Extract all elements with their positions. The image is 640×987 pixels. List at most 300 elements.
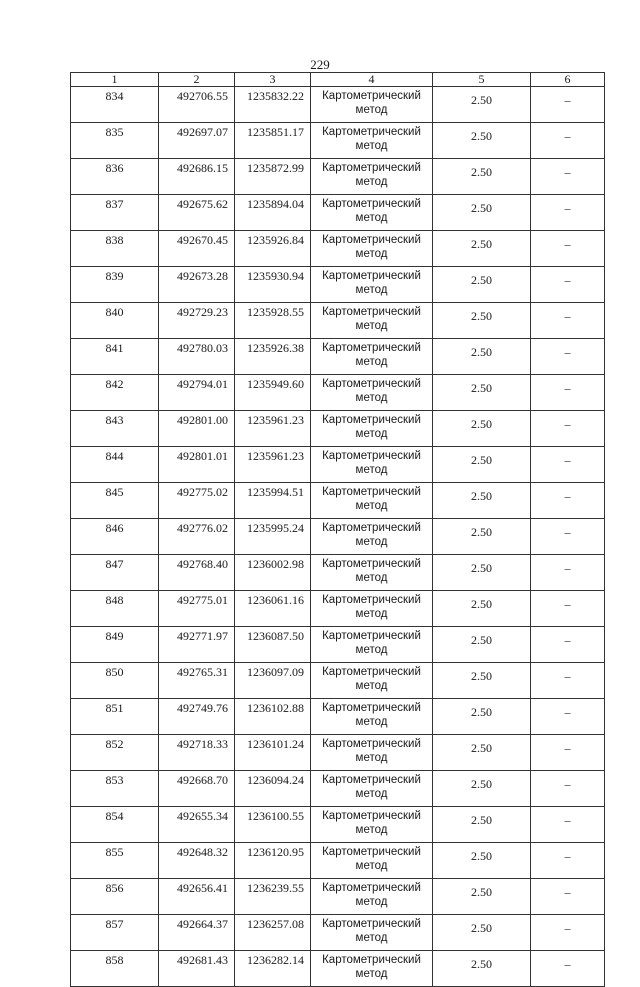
note-cell <box>531 195 605 231</box>
point-number-text: 836 <box>105 161 124 175</box>
method-cell <box>311 375 433 411</box>
y-coordinate-text: 1235994.51 <box>247 485 304 499</box>
note-cell <box>531 627 605 663</box>
accuracy-cell <box>433 447 531 483</box>
point-number-text: 850 <box>105 665 124 679</box>
method-text: Картометрический <box>322 198 421 210</box>
method-text-line2: метод <box>355 464 388 476</box>
x-coordinate-text: 492668.70 <box>177 773 228 787</box>
x-coordinate-text: 492655.34 <box>177 809 228 823</box>
accuracy-cell <box>433 519 531 555</box>
note-text: – <box>564 957 571 971</box>
y-coordinate-cell <box>235 267 311 303</box>
accuracy-text: 2.50 <box>471 201 492 215</box>
table-row <box>71 483 605 519</box>
point-number-cell <box>71 807 159 843</box>
note-cell <box>531 843 605 879</box>
point-number-cell <box>71 915 159 951</box>
accuracy-cell <box>433 483 531 519</box>
y-coordinate-cell <box>235 339 311 375</box>
point-number-cell <box>71 375 159 411</box>
y-coordinate-cell <box>235 735 311 771</box>
table-row <box>71 555 605 591</box>
note-text: – <box>564 777 571 791</box>
method-text: Картометрический <box>322 630 421 642</box>
x-coordinate-text: 492794.01 <box>177 377 228 391</box>
table-row <box>71 411 605 447</box>
method-text: Картометрический <box>322 234 421 246</box>
y-coordinate-cell <box>235 807 311 843</box>
method-text: Картометрический <box>322 954 421 966</box>
table-row <box>71 339 605 375</box>
table-body <box>71 87 605 987</box>
method-cell <box>311 231 433 267</box>
y-coordinate-text: 1235872.99 <box>247 161 304 175</box>
y-coordinate-text: 1236120.95 <box>247 845 304 859</box>
x-coordinate-text: 492749.76 <box>177 701 228 715</box>
point-number-text: 849 <box>105 629 124 643</box>
y-coordinate-cell <box>235 843 311 879</box>
y-coordinate-cell <box>235 303 311 339</box>
table-row <box>71 231 605 267</box>
accuracy-text: 2.50 <box>471 381 492 395</box>
point-number-cell <box>71 555 159 591</box>
method-text-line2: метод <box>355 860 388 872</box>
x-coordinate-text: 492648.32 <box>177 845 228 859</box>
method-text: Картометрический <box>322 738 421 750</box>
method-text-line2: метод <box>355 680 388 692</box>
x-coordinate-cell <box>159 591 235 627</box>
y-coordinate-text: 1235961.23 <box>247 413 304 427</box>
point-number-text: 834 <box>105 89 124 103</box>
x-coordinate-text: 492686.15 <box>177 161 228 175</box>
method-cell <box>311 483 433 519</box>
table-row <box>71 87 605 123</box>
accuracy-text: 2.50 <box>471 957 492 971</box>
y-coordinate-text: 1235995.24 <box>247 521 304 535</box>
method-text-line2: метод <box>355 824 388 836</box>
y-coordinate-text: 1236102.88 <box>247 701 304 715</box>
point-number-text: 856 <box>105 881 124 895</box>
point-number-cell <box>71 951 159 987</box>
method-cell <box>311 735 433 771</box>
method-cell <box>311 663 433 699</box>
accuracy-text: 2.50 <box>471 849 492 863</box>
method-text: Картометрический <box>322 846 421 858</box>
point-number-text: 852 <box>105 737 124 751</box>
point-number-text: 847 <box>105 557 124 571</box>
point-number-text: 846 <box>105 521 124 535</box>
method-text-line2: метод <box>355 608 388 620</box>
note-text: – <box>564 921 571 935</box>
note-text: – <box>564 489 571 503</box>
method-text-line2: метод <box>355 320 388 332</box>
table-row <box>71 375 605 411</box>
x-coordinate-text: 492664.37 <box>177 917 228 931</box>
method-text-line2: метод <box>355 356 388 368</box>
method-text: Картометрический <box>322 882 421 894</box>
header-col-6: 6 <box>531 73 605 87</box>
header-col-1: 1 <box>71 73 159 87</box>
x-coordinate-text: 492775.01 <box>177 593 228 607</box>
x-coordinate-cell <box>159 807 235 843</box>
note-cell <box>531 303 605 339</box>
point-number-text: 855 <box>105 845 124 859</box>
table-row <box>71 843 605 879</box>
point-number-cell <box>71 771 159 807</box>
y-coordinate-cell <box>235 663 311 699</box>
method-text: Картометрический <box>322 162 421 174</box>
accuracy-text: 2.50 <box>471 561 492 575</box>
method-text-line2: метод <box>355 896 388 908</box>
y-coordinate-text: 1235961.23 <box>247 449 304 463</box>
method-text-line2: метод <box>355 788 388 800</box>
x-coordinate-cell <box>159 483 235 519</box>
method-cell <box>311 807 433 843</box>
x-coordinate-cell <box>159 735 235 771</box>
accuracy-cell <box>433 771 531 807</box>
method-text: Картометрический <box>322 126 421 138</box>
y-coordinate-text: 1235851.17 <box>247 125 304 139</box>
method-cell <box>311 159 433 195</box>
y-coordinate-cell <box>235 699 311 735</box>
method-text-line2: метод <box>355 644 388 656</box>
note-text: – <box>564 849 571 863</box>
note-text: – <box>564 345 571 359</box>
point-number-cell <box>71 267 159 303</box>
x-coordinate-cell <box>159 915 235 951</box>
y-coordinate-text: 1236239.55 <box>247 881 304 895</box>
x-coordinate-text: 492780.03 <box>177 341 228 355</box>
x-coordinate-text: 492771.97 <box>177 629 228 643</box>
x-coordinate-text: 492765.31 <box>177 665 228 679</box>
y-coordinate-cell <box>235 195 311 231</box>
table-row <box>71 159 605 195</box>
y-coordinate-cell <box>235 879 311 915</box>
method-cell <box>311 951 433 987</box>
note-cell <box>531 735 605 771</box>
accuracy-cell <box>433 591 531 627</box>
accuracy-text: 2.50 <box>471 417 492 431</box>
method-cell <box>311 411 433 447</box>
y-coordinate-cell <box>235 87 311 123</box>
note-text: – <box>564 885 571 899</box>
method-text-line2: метод <box>355 500 388 512</box>
method-cell <box>311 555 433 591</box>
point-number-cell <box>71 591 159 627</box>
x-coordinate-cell <box>159 699 235 735</box>
note-text: – <box>564 237 571 251</box>
x-coordinate-text: 492718.33 <box>177 737 228 751</box>
point-number-text: 857 <box>105 917 124 931</box>
accuracy-cell <box>433 123 531 159</box>
method-text: Картометрический <box>322 558 421 570</box>
accuracy-cell <box>433 663 531 699</box>
note-cell <box>531 447 605 483</box>
x-coordinate-cell <box>159 771 235 807</box>
note-cell <box>531 339 605 375</box>
point-number-cell <box>71 411 159 447</box>
point-number-text: 848 <box>105 593 124 607</box>
note-text: – <box>564 273 571 287</box>
x-coordinate-cell <box>159 447 235 483</box>
table-header <box>71 73 605 87</box>
y-coordinate-text: 1236002.98 <box>247 557 304 571</box>
table-row <box>71 627 605 663</box>
method-text-line2: метод <box>355 572 388 584</box>
y-coordinate-text: 1235926.38 <box>247 341 304 355</box>
y-coordinate-cell <box>235 915 311 951</box>
point-number-cell <box>71 447 159 483</box>
accuracy-text: 2.50 <box>471 885 492 899</box>
method-text-line2: метод <box>355 248 388 260</box>
note-text: – <box>564 309 571 323</box>
accuracy-cell <box>433 195 531 231</box>
y-coordinate-cell <box>235 519 311 555</box>
point-number-text: 845 <box>105 485 124 499</box>
x-coordinate-text: 492801.00 <box>177 413 228 427</box>
method-text-line2: метод <box>355 716 388 728</box>
note-cell <box>531 663 605 699</box>
accuracy-cell <box>433 627 531 663</box>
note-cell <box>531 555 605 591</box>
accuracy-cell <box>433 87 531 123</box>
note-text: – <box>564 633 571 647</box>
page-number: 229 <box>310 57 330 72</box>
accuracy-text: 2.50 <box>471 705 492 719</box>
note-text: – <box>564 201 571 215</box>
method-text: Картометрический <box>322 594 421 606</box>
note-cell <box>531 267 605 303</box>
point-number-cell <box>71 231 159 267</box>
table-row <box>71 915 605 951</box>
x-coordinate-cell <box>159 303 235 339</box>
accuracy-text: 2.50 <box>471 129 492 143</box>
table-row <box>71 591 605 627</box>
accuracy-text: 2.50 <box>471 273 492 287</box>
y-coordinate-cell <box>235 951 311 987</box>
note-cell <box>531 123 605 159</box>
y-coordinate-text: 1236101.24 <box>247 737 304 751</box>
y-coordinate-text: 1235949.60 <box>247 377 304 391</box>
method-text-line2: метод <box>355 752 388 764</box>
method-cell <box>311 267 433 303</box>
table-row <box>71 663 605 699</box>
table-row <box>71 267 605 303</box>
header-col-3: 3 <box>235 73 311 87</box>
header-col-2: 2 <box>159 73 235 87</box>
accuracy-cell <box>433 411 531 447</box>
x-coordinate-cell <box>159 555 235 591</box>
method-text-line2: метод <box>355 932 388 944</box>
x-coordinate-cell <box>159 159 235 195</box>
y-coordinate-text: 1236100.55 <box>247 809 304 823</box>
table-row <box>71 195 605 231</box>
point-number-cell <box>71 735 159 771</box>
note-text: – <box>564 561 571 575</box>
method-text-line2: метод <box>355 428 388 440</box>
header-col-4: 4 <box>311 73 433 87</box>
method-text: Картометрический <box>322 378 421 390</box>
note-cell <box>531 231 605 267</box>
x-coordinate-text: 492775.02 <box>177 485 228 499</box>
table-row <box>71 807 605 843</box>
note-text: – <box>564 741 571 755</box>
method-text: Картометрический <box>322 306 421 318</box>
point-number-cell <box>71 87 159 123</box>
accuracy-cell <box>433 879 531 915</box>
point-number-text: 841 <box>105 341 124 355</box>
accuracy-text: 2.50 <box>471 813 492 827</box>
point-number-cell <box>71 339 159 375</box>
point-number-cell <box>71 627 159 663</box>
method-text-line2: метод <box>355 392 388 404</box>
method-text-line2: метод <box>355 104 388 116</box>
method-text: Картометрический <box>322 90 421 102</box>
point-number-cell <box>71 195 159 231</box>
y-coordinate-cell <box>235 591 311 627</box>
point-number-cell <box>71 843 159 879</box>
method-text: Картометрический <box>322 450 421 462</box>
accuracy-cell <box>433 807 531 843</box>
x-coordinate-cell <box>159 879 235 915</box>
x-coordinate-cell <box>159 519 235 555</box>
method-cell <box>311 303 433 339</box>
table-row <box>71 735 605 771</box>
method-text-line2: метод <box>355 212 388 224</box>
y-coordinate-cell <box>235 771 311 807</box>
point-number-text: 851 <box>105 701 124 715</box>
table-row <box>71 303 605 339</box>
x-coordinate-cell <box>159 195 235 231</box>
point-number-text: 843 <box>105 413 124 427</box>
method-cell <box>311 87 433 123</box>
header-col-5: 5 <box>433 73 531 87</box>
note-cell <box>531 771 605 807</box>
note-cell <box>531 915 605 951</box>
accuracy-cell <box>433 339 531 375</box>
x-coordinate-text: 492697.07 <box>177 125 228 139</box>
x-coordinate-text: 492675.62 <box>177 197 228 211</box>
method-cell <box>311 699 433 735</box>
table-row <box>71 123 605 159</box>
accuracy-text: 2.50 <box>471 921 492 935</box>
accuracy-text: 2.50 <box>471 741 492 755</box>
x-coordinate-cell <box>159 339 235 375</box>
point-number-text: 853 <box>105 773 124 787</box>
note-cell <box>531 159 605 195</box>
point-number-text: 839 <box>105 269 124 283</box>
accuracy-cell <box>433 231 531 267</box>
point-number-text: 854 <box>105 809 124 823</box>
note-cell <box>531 483 605 519</box>
y-coordinate-text: 1236061.16 <box>247 593 304 607</box>
method-cell <box>311 843 433 879</box>
note-text: – <box>564 417 571 431</box>
note-text: – <box>564 597 571 611</box>
point-number-text: 858 <box>105 953 124 967</box>
accuracy-cell <box>433 375 531 411</box>
point-number-cell <box>71 159 159 195</box>
accuracy-cell <box>433 951 531 987</box>
y-coordinate-text: 1235832.22 <box>247 89 304 103</box>
y-coordinate-cell <box>235 411 311 447</box>
x-coordinate-cell <box>159 663 235 699</box>
accuracy-text: 2.50 <box>471 165 492 179</box>
y-coordinate-text: 1235894.04 <box>247 197 304 211</box>
accuracy-cell <box>433 843 531 879</box>
note-cell <box>531 519 605 555</box>
table-row <box>71 951 605 987</box>
x-coordinate-cell <box>159 411 235 447</box>
accuracy-cell <box>433 915 531 951</box>
header-row <box>71 73 605 87</box>
accuracy-text: 2.50 <box>471 453 492 467</box>
note-cell <box>531 807 605 843</box>
method-cell <box>311 519 433 555</box>
x-coordinate-cell <box>159 375 235 411</box>
accuracy-text: 2.50 <box>471 669 492 683</box>
y-coordinate-cell <box>235 627 311 663</box>
method-cell <box>311 771 433 807</box>
x-coordinate-cell <box>159 843 235 879</box>
y-coordinate-cell <box>235 555 311 591</box>
method-text: Картометрический <box>322 522 421 534</box>
x-coordinate-text: 492673.28 <box>177 269 228 283</box>
accuracy-text: 2.50 <box>471 345 492 359</box>
accuracy-text: 2.50 <box>471 93 492 107</box>
table-row <box>71 699 605 735</box>
x-coordinate-text: 492656.41 <box>177 881 228 895</box>
note-text: – <box>564 669 571 683</box>
note-cell <box>531 879 605 915</box>
x-coordinate-cell <box>159 231 235 267</box>
x-coordinate-cell <box>159 627 235 663</box>
method-cell <box>311 447 433 483</box>
note-text: – <box>564 381 571 395</box>
note-cell <box>531 951 605 987</box>
accuracy-cell <box>433 159 531 195</box>
method-text: Картометрический <box>322 666 421 678</box>
y-coordinate-cell <box>235 123 311 159</box>
y-coordinate-text: 1236282.14 <box>247 953 304 967</box>
y-coordinate-cell <box>235 375 311 411</box>
point-number-cell <box>71 879 159 915</box>
table-row <box>71 447 605 483</box>
x-coordinate-text: 492776.02 <box>177 521 228 535</box>
x-coordinate-text: 492801.01 <box>177 449 228 463</box>
y-coordinate-text: 1236257.08 <box>247 917 304 931</box>
method-text-line2: метод <box>355 140 388 152</box>
method-text: Картометрический <box>322 774 421 786</box>
method-text: Картометрический <box>322 342 421 354</box>
accuracy-text: 2.50 <box>471 489 492 503</box>
accuracy-cell <box>433 735 531 771</box>
accuracy-text: 2.50 <box>471 525 492 539</box>
note-text: – <box>564 525 571 539</box>
point-number-cell <box>71 123 159 159</box>
point-number-text: 837 <box>105 197 124 211</box>
point-number-cell <box>71 699 159 735</box>
y-coordinate-cell <box>235 231 311 267</box>
note-cell <box>531 87 605 123</box>
note-text: – <box>564 165 571 179</box>
y-coordinate-text: 1236087.50 <box>247 629 304 643</box>
x-coordinate-text: 492706.55 <box>177 89 228 103</box>
x-coordinate-cell <box>159 267 235 303</box>
table-row <box>71 771 605 807</box>
point-number-cell <box>71 663 159 699</box>
